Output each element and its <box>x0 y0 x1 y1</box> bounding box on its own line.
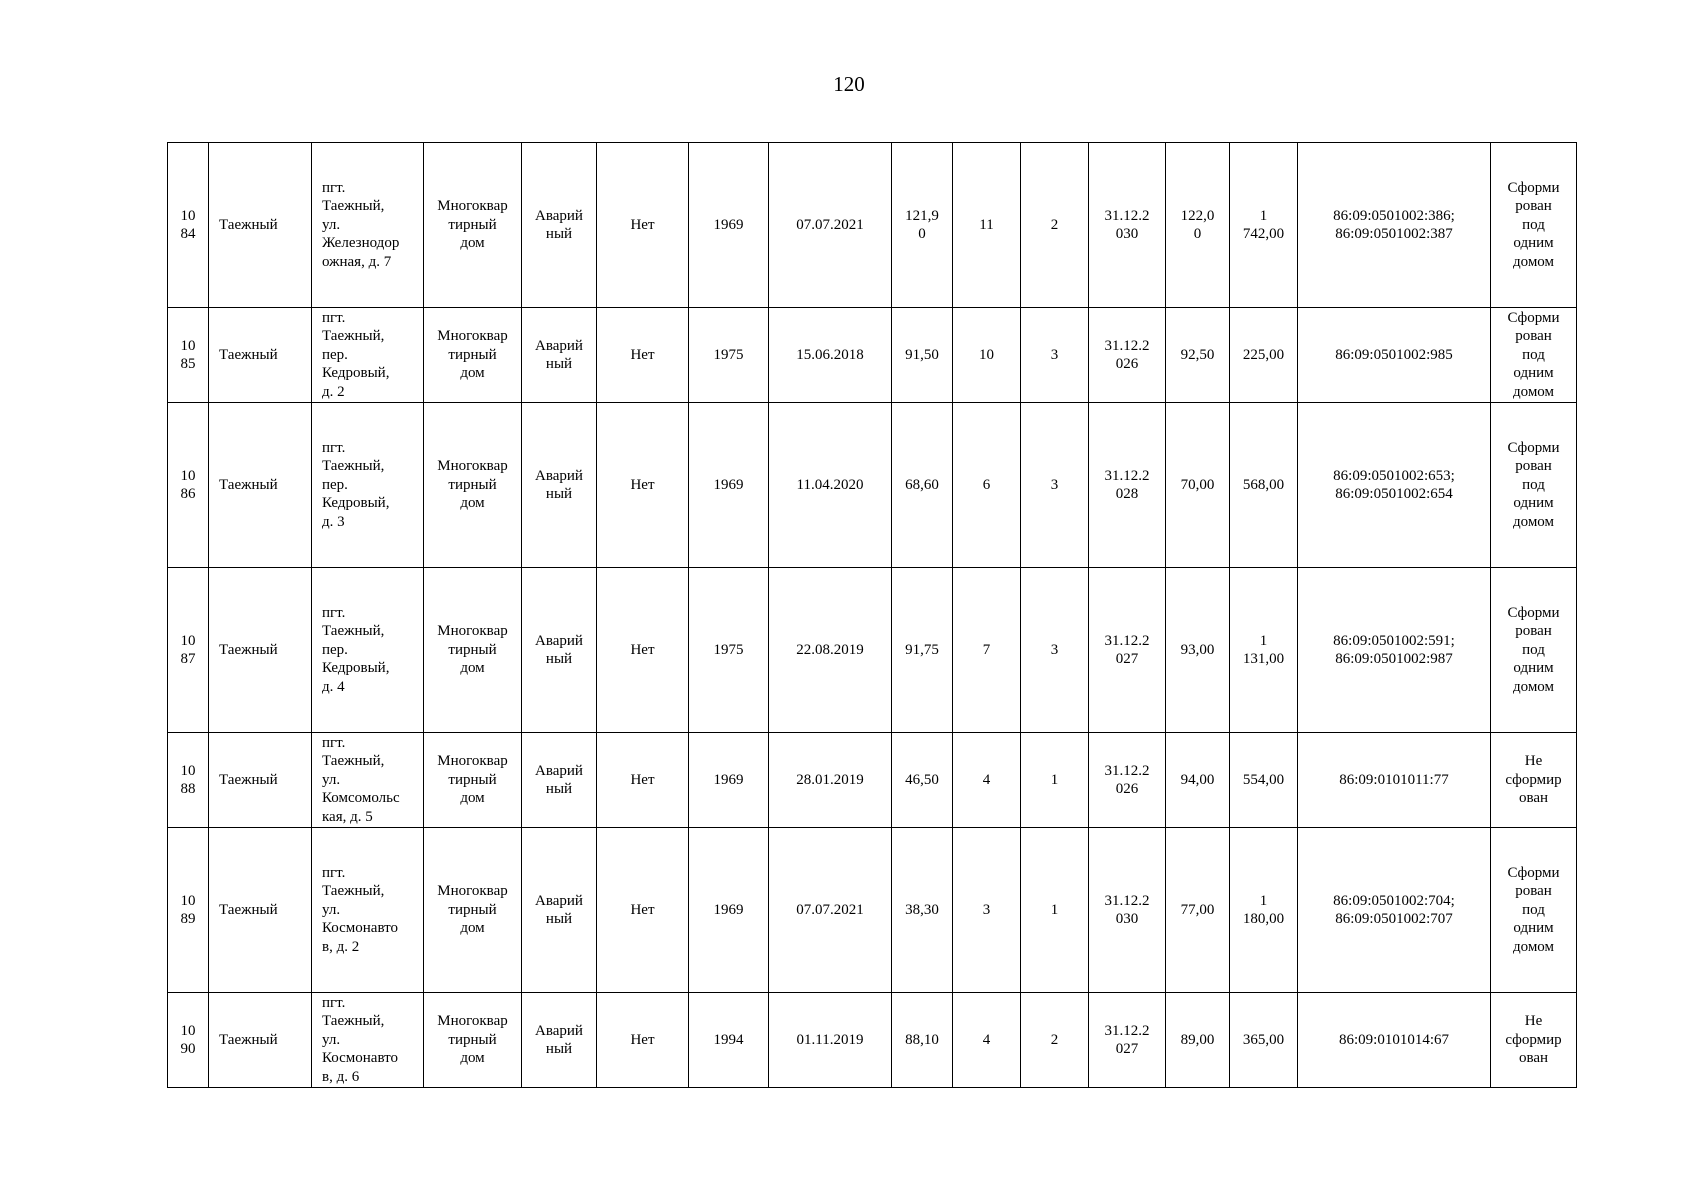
land-area-cell: 1 131,00 <box>1230 568 1298 733</box>
house-type-cell: Многоквар тирный дом <box>424 568 522 733</box>
area2-cell: 93,00 <box>1166 568 1230 733</box>
row-number-cell: 10 86 <box>168 403 209 568</box>
table-row <box>168 403 1577 568</box>
status-cell: Аварий ный <box>522 733 597 828</box>
table-row <box>168 993 1577 1088</box>
floors-cell: 2 <box>1021 143 1089 308</box>
cadastral-cell: 86:09:0501002:704; 86:09:0501002:707 <box>1298 828 1491 993</box>
municipality-cell: Таежный <box>209 828 312 993</box>
status-cell: Аварий ный <box>522 993 597 1088</box>
address-cell: пгт. Таежный, ул. Космонавто в, д. 2 <box>312 828 424 993</box>
year-cell: 1969 <box>689 828 769 993</box>
year-cell: 1975 <box>689 568 769 733</box>
house-type-cell: Многоквар тирный дом <box>424 993 522 1088</box>
date-cell: 11.04.2020 <box>769 403 892 568</box>
status-cell: Аварий ный <box>522 568 597 733</box>
municipality-cell: Таежный <box>209 993 312 1088</box>
row-number-cell: 10 84 <box>168 143 209 308</box>
residents-cell: 7 <box>953 568 1021 733</box>
area-cell: 68,60 <box>892 403 953 568</box>
cadastral-cell: 86:09:0501002:386; 86:09:0501002:387 <box>1298 143 1491 308</box>
date-cell: 15.06.2018 <box>769 308 892 403</box>
year-cell: 1994 <box>689 993 769 1088</box>
address-cell: пгт. Таежный, ул. Комсомольс кая, д. 5 <box>312 733 424 828</box>
land-area-cell: 225,00 <box>1230 308 1298 403</box>
floors-cell: 2 <box>1021 993 1089 1088</box>
area2-cell: 122,0 0 <box>1166 143 1230 308</box>
flag-cell: Нет <box>597 993 689 1088</box>
residents-cell: 4 <box>953 733 1021 828</box>
date-cell: 28.01.2019 <box>769 733 892 828</box>
address-cell: пгт. Таежный, ул. Космонавто в, д. 6 <box>312 993 424 1088</box>
flag-cell: Нет <box>597 733 689 828</box>
address-cell: пгт. Таежный, пер. Кедровый, д. 2 <box>312 308 424 403</box>
deadline-cell: 31.12.2 027 <box>1089 993 1166 1088</box>
area-cell: 38,30 <box>892 828 953 993</box>
status-cell: Аварий ный <box>522 143 597 308</box>
housing-registry-table <box>167 142 1577 1088</box>
residents-cell: 4 <box>953 993 1021 1088</box>
page-number: 120 <box>833 72 865 96</box>
row-number-cell: 10 88 <box>168 733 209 828</box>
row-number-cell: 10 89 <box>168 828 209 993</box>
area2-cell: 89,00 <box>1166 993 1230 1088</box>
land-status-cell: Сформи рован под одним домом <box>1491 308 1577 403</box>
municipality-cell: Таежный <box>209 733 312 828</box>
house-type-cell: Многоквар тирный дом <box>424 828 522 993</box>
flag-cell: Нет <box>597 403 689 568</box>
date-cell: 01.11.2019 <box>769 993 892 1088</box>
table-row <box>168 568 1577 733</box>
area-cell: 91,50 <box>892 308 953 403</box>
table-row <box>168 308 1577 403</box>
table-row <box>168 733 1577 828</box>
deadline-cell: 31.12.2 026 <box>1089 733 1166 828</box>
date-cell: 07.07.2021 <box>769 828 892 993</box>
year-cell: 1969 <box>689 143 769 308</box>
house-type-cell: Многоквар тирный дом <box>424 308 522 403</box>
flag-cell: Нет <box>597 143 689 308</box>
area2-cell: 92,50 <box>1166 308 1230 403</box>
date-cell: 07.07.2021 <box>769 143 892 308</box>
house-type-cell: Многоквар тирный дом <box>424 403 522 568</box>
row-number-cell: 10 85 <box>168 308 209 403</box>
land-area-cell: 365,00 <box>1230 993 1298 1088</box>
deadline-cell: 31.12.2 030 <box>1089 828 1166 993</box>
land-area-cell: 554,00 <box>1230 733 1298 828</box>
residents-cell: 3 <box>953 828 1021 993</box>
cadastral-cell: 86:09:0501002:653; 86:09:0501002:654 <box>1298 403 1491 568</box>
floors-cell: 3 <box>1021 568 1089 733</box>
flag-cell: Нет <box>597 568 689 733</box>
table-row <box>168 828 1577 993</box>
year-cell: 1969 <box>689 733 769 828</box>
land-area-cell: 568,00 <box>1230 403 1298 568</box>
floors-cell: 3 <box>1021 308 1089 403</box>
table-row <box>168 143 1577 308</box>
address-cell: пгт. Таежный, пер. Кедровый, д. 4 <box>312 568 424 733</box>
land-status-cell: Сформи рован под одним домом <box>1491 828 1577 993</box>
floors-cell: 1 <box>1021 828 1089 993</box>
area-cell: 91,75 <box>892 568 953 733</box>
cadastral-cell: 86:09:0501002:591; 86:09:0501002:987 <box>1298 568 1491 733</box>
cadastral-cell: 86:09:0101014:67 <box>1298 993 1491 1088</box>
address-cell: пгт. Таежный, ул. Железнодор ожная, д. 7 <box>312 143 424 308</box>
row-number-cell: 10 87 <box>168 568 209 733</box>
municipality-cell: Таежный <box>209 308 312 403</box>
area2-cell: 94,00 <box>1166 733 1230 828</box>
deadline-cell: 31.12.2 030 <box>1089 143 1166 308</box>
area2-cell: 70,00 <box>1166 403 1230 568</box>
floors-cell: 1 <box>1021 733 1089 828</box>
deadline-cell: 31.12.2 027 <box>1089 568 1166 733</box>
flag-cell: Нет <box>597 828 689 993</box>
area-cell: 46,50 <box>892 733 953 828</box>
municipality-cell: Таежный <box>209 143 312 308</box>
land-area-cell: 1 742,00 <box>1230 143 1298 308</box>
residents-cell: 10 <box>953 308 1021 403</box>
status-cell: Аварий ный <box>522 403 597 568</box>
land-status-cell: Не сформир ован <box>1491 993 1577 1088</box>
land-status-cell: Не сформир ован <box>1491 733 1577 828</box>
floors-cell: 3 <box>1021 403 1089 568</box>
area-cell: 88,10 <box>892 993 953 1088</box>
area2-cell: 77,00 <box>1166 828 1230 993</box>
cadastral-cell: 86:09:0501002:985 <box>1298 308 1491 403</box>
land-area-cell: 1 180,00 <box>1230 828 1298 993</box>
flag-cell: Нет <box>597 308 689 403</box>
house-type-cell: Многоквар тирный дом <box>424 733 522 828</box>
date-cell: 22.08.2019 <box>769 568 892 733</box>
municipality-cell: Таежный <box>209 403 312 568</box>
land-status-cell: Сформи рован под одним домом <box>1491 403 1577 568</box>
land-status-cell: Сформи рован под одним домом <box>1491 568 1577 733</box>
area-cell: 121,9 0 <box>892 143 953 308</box>
residents-cell: 11 <box>953 143 1021 308</box>
deadline-cell: 31.12.2 028 <box>1089 403 1166 568</box>
row-number-cell: 10 90 <box>168 993 209 1088</box>
cadastral-cell: 86:09:0101011:77 <box>1298 733 1491 828</box>
status-cell: Аварий ный <box>522 828 597 993</box>
deadline-cell: 31.12.2 026 <box>1089 308 1166 403</box>
status-cell: Аварий ный <box>522 308 597 403</box>
house-type-cell: Многоквар тирный дом <box>424 143 522 308</box>
municipality-cell: Таежный <box>209 568 312 733</box>
year-cell: 1975 <box>689 308 769 403</box>
year-cell: 1969 <box>689 403 769 568</box>
residents-cell: 6 <box>953 403 1021 568</box>
land-status-cell: Сформи рован под одним домом <box>1491 143 1577 308</box>
address-cell: пгт. Таежный, пер. Кедровый, д. 3 <box>312 403 424 568</box>
